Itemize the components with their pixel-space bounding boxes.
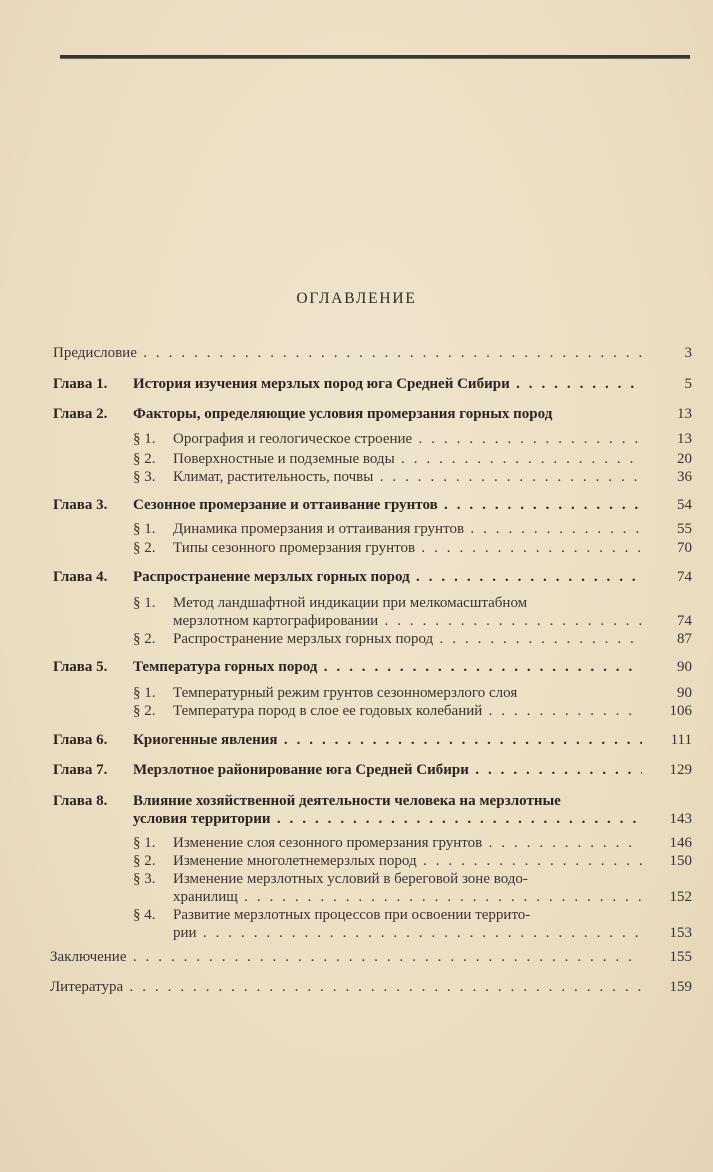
dot-leader: [238, 889, 642, 905]
toc-entry-label: § 1.: [133, 595, 156, 611]
toc-entry-label: Глава 8.: [53, 793, 108, 809]
toc-page-number: 146: [669, 835, 692, 851]
dot-leader: [373, 469, 642, 485]
toc-entry: [173, 594, 690, 612]
toc-entry: [173, 450, 642, 468]
toc-entry: [173, 630, 642, 648]
toc-entry-label: § 4.: [133, 907, 156, 923]
toc-entry-title: хранилищ: [173, 889, 238, 905]
dot-leader: [464, 521, 642, 537]
toc-entry-title: Распространение мерзлых горных пород: [133, 569, 410, 585]
dot-leader: [395, 451, 642, 467]
toc-page-number: 90: [677, 685, 692, 701]
toc-entry-label: § 1.: [133, 521, 156, 537]
toc-entry: [133, 405, 690, 423]
dot-leader: [482, 703, 642, 719]
toc-entry: [173, 888, 642, 906]
toc-entry-title: Типы сезонного промерзания грунтов: [173, 540, 416, 556]
dot-leader: [410, 569, 642, 585]
dot-leader: [123, 979, 642, 995]
toc-entry-label: Глава 1.: [53, 376, 108, 392]
toc-entry: [173, 924, 642, 942]
toc-entry: [173, 539, 642, 557]
toc-page-number: 152: [669, 889, 692, 905]
toc-entry-label: Глава 5.: [53, 659, 108, 675]
toc-page-number: 159: [669, 979, 692, 995]
toc-entry-title: Изменение слоя сезонного промерзания грунтов: [173, 835, 483, 851]
toc-entry-title: Температура пород в слое ее годовых колебаний: [173, 703, 483, 719]
dot-leader: [433, 631, 642, 647]
toc-entry: [173, 702, 642, 720]
toc-entry: [173, 612, 642, 630]
toc-entry-label: § 2.: [133, 540, 156, 556]
toc-entry-title: Изменение мерзлотных условий в береговой зоне водо-: [173, 871, 528, 887]
toc-entry: [133, 375, 642, 393]
toc-entry-title: Сезонное промерзание и оттаивание грунтов: [133, 497, 438, 513]
toc-page-number: 3: [684, 345, 692, 361]
toc-page-number: 20: [677, 451, 692, 467]
toc-page-number: 74: [677, 569, 692, 585]
toc-page-number: 5: [684, 376, 692, 392]
toc-entry: [50, 948, 642, 966]
toc-page-number: 54: [677, 497, 692, 513]
toc-entry-label: Глава 2.: [53, 406, 108, 422]
toc-entry: [133, 761, 642, 779]
toc-entry-title: Предисловие: [53, 345, 137, 361]
dot-leader: [137, 345, 642, 361]
top-rule: [60, 55, 690, 59]
toc-entry-title: Температурный режим грунтов сезонномерзлого слоя: [173, 685, 518, 701]
toc-entry-title: Заключение: [50, 949, 127, 965]
dot-leader: [415, 540, 642, 556]
toc-entry: [173, 520, 642, 538]
toc-entry-title: Изменение многолетнемерзлых пород: [173, 853, 417, 869]
toc-entry: [173, 852, 642, 870]
toc-page-number: 13: [677, 406, 692, 422]
toc-entry-title: Криогенные явления: [133, 732, 278, 748]
toc-entry-label: § 3.: [133, 871, 156, 887]
toc-page-number: 143: [669, 811, 692, 827]
toc-entry: [53, 344, 642, 362]
toc-entry: [50, 978, 642, 996]
toc-entry: [173, 684, 690, 702]
toc-entry-title: Температура горных пород: [133, 659, 318, 675]
dot-leader: [317, 659, 642, 675]
toc-entry-label: § 1.: [133, 431, 156, 447]
dot-leader: [278, 732, 642, 748]
toc-entry: [133, 792, 690, 810]
toc-entry-title: Развитие мерзлотных процессов при освоении террито-: [173, 907, 531, 923]
dot-leader: [378, 613, 642, 629]
toc-entry-title: рии: [173, 925, 197, 941]
toc-entry: [133, 658, 642, 676]
dot-leader: [438, 497, 642, 513]
toc-entry-title: Мерзлотное районирование юга Средней Сибири: [133, 762, 469, 778]
toc-page-number: 153: [669, 925, 692, 941]
toc-page-number: 55: [677, 521, 692, 537]
toc-entry-label: § 3.: [133, 469, 156, 485]
dot-leader: [417, 853, 642, 869]
toc-entry-label: § 2.: [133, 631, 156, 647]
toc-entry-title: условия территории: [133, 811, 271, 827]
dot-leader: [271, 811, 643, 827]
toc-entry: [173, 430, 642, 448]
toc-entry: [173, 834, 642, 852]
toc-page-number: 150: [669, 853, 692, 869]
toc-entry-title: Климат, растительность, почвы: [173, 469, 374, 485]
toc-page-number: 74: [677, 613, 692, 629]
toc-entry-title: Распространение мерзлых горных пород: [173, 631, 434, 647]
toc-entry-label: Глава 7.: [53, 762, 108, 778]
toc-page-number: 129: [669, 762, 692, 778]
toc-entry-title: Влияние хозяйственной деятельности человека на мерзлотные: [133, 793, 561, 809]
toc-page-number: 36: [677, 469, 692, 485]
toc-entry-title: Литература: [50, 979, 124, 995]
toc-page-number: 106: [669, 703, 692, 719]
toc-entry: [133, 731, 642, 749]
toc-page-number: 111: [670, 732, 692, 748]
toc-entry-label: § 2.: [133, 703, 156, 719]
toc-entry-title: Метод ландшафтной индикации при мелкомасштабном: [173, 595, 528, 611]
toc-entry-label: § 2.: [133, 853, 156, 869]
toc-entry: [133, 810, 642, 828]
toc-entry-label: § 1.: [133, 685, 156, 701]
toc-entry-title: Динамика промерзания и оттаивания грунтов: [173, 521, 465, 537]
toc-entry: [133, 496, 642, 514]
toc-entry-title: Орография и геологическое строение: [173, 431, 413, 447]
page-title: ОГЛАВЛЕНИЕ: [296, 290, 417, 307]
toc-page-number: 155: [669, 949, 692, 965]
toc-entry-title: мерзлотном картографировании: [173, 613, 379, 629]
toc-entry: [173, 468, 642, 486]
toc-entry-label: Глава 4.: [53, 569, 108, 585]
dot-leader: [510, 376, 642, 392]
dot-leader: [412, 431, 642, 447]
toc-page-number: 13: [677, 431, 692, 447]
dot-leader: [127, 949, 643, 965]
toc-entry-label: § 1.: [133, 835, 156, 851]
toc-entry-label: § 2.: [133, 451, 156, 467]
toc-entry: [173, 870, 690, 888]
dot-leader: [469, 762, 642, 778]
toc-entry-label: Глава 6.: [53, 732, 108, 748]
toc-entry-title: История изучения мерзлых пород юга Средней Сибири: [133, 376, 510, 392]
toc-page-number: 87: [677, 631, 692, 647]
toc-entry-title: Поверхностные и подземные воды: [173, 451, 395, 467]
dot-leader: [482, 835, 642, 851]
toc-entry: [133, 568, 642, 586]
toc-entry-title: Факторы, определяющие условия промерзания горных пород: [133, 406, 553, 422]
toc-page-number: 70: [677, 540, 692, 556]
dot-leader: [197, 925, 642, 941]
toc-entry-label: Глава 3.: [53, 497, 108, 513]
toc-page-number: 90: [677, 659, 692, 675]
toc-entry: [173, 906, 690, 924]
